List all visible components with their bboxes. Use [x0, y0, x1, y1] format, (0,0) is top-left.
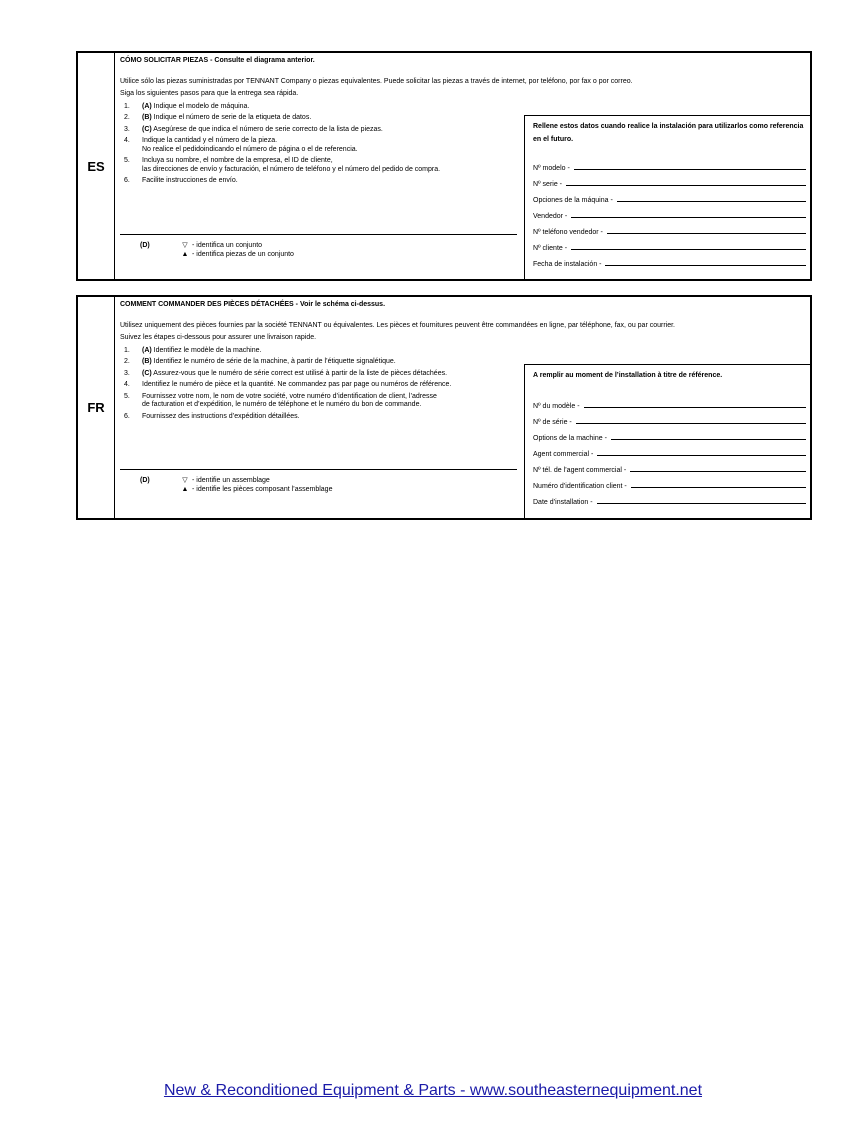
- step-number: 3.: [124, 369, 130, 377]
- field-line: [611, 438, 806, 440]
- section-title: [120, 301, 806, 310]
- legend-row: [140, 241, 294, 250]
- field-line: [607, 232, 806, 234]
- step-code: (B): [142, 114, 152, 121]
- step-item: [120, 157, 520, 174]
- step-text: Asegúrese de que indica el número de serie correcto de la lista de piezas.: [151, 125, 383, 133]
- legend: [140, 476, 332, 494]
- field-label: Date d’installation -: [533, 499, 593, 506]
- step-text: Identifiez le numéro de série de la machine, à partir de l’étiquette signalétique.: [151, 358, 396, 365]
- step-text: Incluya su nombre, el nombre de la empresa, el ID de cliente, las direcciones de envío y facturación, el número de teléfono y el número del pedido de compra.: [142, 157, 441, 173]
- field-line: [597, 454, 806, 456]
- step-number: 6.: [124, 177, 130, 184]
- step-number: 3.: [124, 125, 130, 133]
- step-number: 4.: [124, 381, 130, 388]
- field-label: Opciones de la máquina -: [533, 197, 613, 204]
- step-code: (A): [142, 346, 152, 354]
- step-number: 1.: [124, 102, 130, 110]
- step-number: 1.: [124, 346, 130, 354]
- step-text: Fournissez votre nom, le nom de votre société, votre numéro d’identification de client, l’adresse de facturation et d’expédition, le numéro de téléphone et le numéro du bon de commande.: [142, 392, 437, 408]
- install-date-field[interactable]: [533, 490, 806, 506]
- legend-row: [140, 476, 332, 485]
- customer-number-field[interactable]: [533, 474, 806, 490]
- field-line: [630, 470, 806, 472]
- intro-text-2: Siga los siguientes pasos para que la entrega sea rápida.: [120, 90, 299, 97]
- step-item: [120, 137, 520, 154]
- assembly-parts-icon: ▲: [181, 486, 189, 493]
- step-code: (B): [142, 358, 152, 365]
- reference-heading: Rellene estos datos cuando realice la instalación para utilizarlos como referencia en el futuro.: [533, 123, 804, 143]
- divider: [120, 469, 517, 470]
- step-item: [120, 393, 520, 410]
- field-label: Nº teléfono vendedor -: [533, 229, 603, 236]
- dealer-field[interactable]: [533, 442, 806, 458]
- customer-number-field[interactable]: [533, 236, 806, 252]
- assembly-parts-icon: ▲: [181, 251, 189, 258]
- field-label: Nº cliente -: [533, 245, 568, 252]
- step-number: 5.: [124, 157, 130, 164]
- dealer-field[interactable]: [533, 204, 806, 220]
- step-number: 5.: [124, 392, 130, 400]
- field-label: Nº serie -: [533, 181, 563, 188]
- step-text: Fournissez des instructions d’expédition détaillées.: [142, 412, 300, 420]
- title-bold: COMMENT COMMANDER DES PIÈCES DÉTACHÉES -: [120, 301, 298, 308]
- step-text: Indique el número de serie de la etiqueta de datos.: [151, 114, 312, 121]
- steps-list: [120, 103, 520, 186]
- divider: [120, 234, 517, 235]
- section-title: [120, 57, 806, 66]
- step-text: Identifiez le numéro de pièce et la quantité. Ne commandez pas par page ou numéros de référence.: [142, 381, 452, 388]
- steps-list: [120, 347, 520, 422]
- section-fr: [76, 295, 812, 520]
- language-label: ES: [78, 53, 115, 279]
- field-line: [576, 422, 806, 424]
- field-label: Fecha de instalación -: [533, 261, 602, 268]
- assembly-icon: ▽: [182, 477, 188, 484]
- model-field[interactable]: [533, 156, 806, 172]
- field-line: [605, 264, 806, 266]
- step-text: Assurez-vous que le numéro de série correct est utilisé à partir de la liste de pièces détachées.: [151, 369, 448, 377]
- dealer-phone-field[interactable]: [533, 458, 806, 474]
- legend-row: [140, 250, 294, 259]
- field-label: Agent commercial -: [533, 451, 594, 458]
- step-item: [120, 114, 520, 123]
- intro-text-2: Suivez les étapes ci-dessous pour assurer une livraison rapide.: [120, 334, 317, 341]
- title-bold: CÓMO SOLICITAR PIEZAS -: [120, 57, 213, 64]
- legend-text: - identifie les pièces composant l’assemblage: [192, 486, 333, 493]
- field-line: [571, 216, 806, 218]
- field-line: [584, 406, 806, 408]
- section-es: [76, 51, 812, 281]
- legend-text: - identifica piezas de un conjunto: [192, 251, 294, 258]
- field-line: [574, 168, 806, 170]
- reference-box: [524, 364, 812, 520]
- step-item: [120, 381, 520, 390]
- step-number: 4.: [124, 137, 130, 144]
- legend-code: (D): [140, 477, 150, 484]
- legend-text: - identifica un conjunto: [192, 242, 263, 249]
- field-label: Nº du modèle -: [533, 403, 580, 410]
- options-field[interactable]: [533, 188, 806, 204]
- language-label: FR: [78, 297, 115, 518]
- field-label: Nº de série -: [533, 419, 572, 426]
- field-line: [597, 502, 806, 504]
- legend-code: (D): [140, 242, 150, 249]
- assembly-icon: ▽: [182, 242, 188, 249]
- field-label: Nº tél. de l’agent commercial -: [533, 467, 627, 474]
- step-item: [120, 103, 520, 112]
- model-field[interactable]: [533, 394, 806, 410]
- step-code: (C): [142, 125, 152, 133]
- intro-text: Utilisez uniquement des pièces fournies par la société TENNANT ou équivalentes. Les pièces et fournitures peuvent être commandées en ligne, par téléphone, fax, ou par courrier.: [120, 321, 675, 329]
- legend: [140, 241, 294, 259]
- step-text: Facilite instrucciones de envío.: [142, 177, 238, 184]
- step-item: [120, 413, 520, 422]
- field-label: Nº modelo -: [533, 165, 570, 172]
- options-field[interactable]: [533, 426, 806, 442]
- step-number: 6.: [124, 412, 130, 420]
- step-text: Indique el modelo de máquina.: [151, 102, 250, 110]
- field-line: [617, 200, 806, 202]
- step-code: (C): [142, 369, 152, 377]
- legend-text: - identifie un assemblage: [192, 477, 270, 484]
- dealer-phone-field[interactable]: [533, 220, 806, 236]
- step-item: [120, 358, 520, 367]
- step-number: 2.: [124, 114, 130, 121]
- step-item: [120, 126, 520, 135]
- title-rest: Consulte el diagrama anterior.: [212, 57, 315, 64]
- field-line: [631, 486, 806, 488]
- step-text: Identifiez le modèle de la machine.: [151, 346, 262, 354]
- serial-field[interactable]: [533, 410, 806, 426]
- field-label: Options de la machine -: [533, 435, 607, 442]
- step-item: [120, 370, 520, 379]
- intro-text: Utilice sólo las piezas suministradas por TENNANT Company o piezas equivalentes. Puede solicitar las piezas a través de internet, por teléfono, por fax o por correo.: [120, 77, 633, 85]
- legend-row: [140, 485, 332, 494]
- field-label: Numéro d’identification client -: [533, 483, 627, 490]
- field-label: Vendedor -: [533, 213, 568, 220]
- footer-link[interactable]: New & Reconditioned Equipment & Parts - www.southeasternequipment.net: [163, 1082, 703, 1099]
- step-item: [120, 177, 520, 186]
- title-rest: Voir le schéma ci-dessus.: [298, 301, 386, 308]
- field-line: [571, 248, 806, 250]
- step-item: [120, 347, 520, 356]
- field-line: [566, 184, 806, 186]
- step-text: Indique la cantidad y el número de la pieza. No realice el pedidoindicando el número de página o el de referencia.: [142, 137, 358, 153]
- step-code: (A): [142, 102, 152, 110]
- serial-field[interactable]: [533, 172, 806, 188]
- reference-heading: A remplir au moment de l’installation à titre de référence.: [533, 372, 723, 379]
- install-date-field[interactable]: [533, 252, 806, 268]
- reference-box: [524, 115, 812, 281]
- step-number: 2.: [124, 358, 130, 365]
